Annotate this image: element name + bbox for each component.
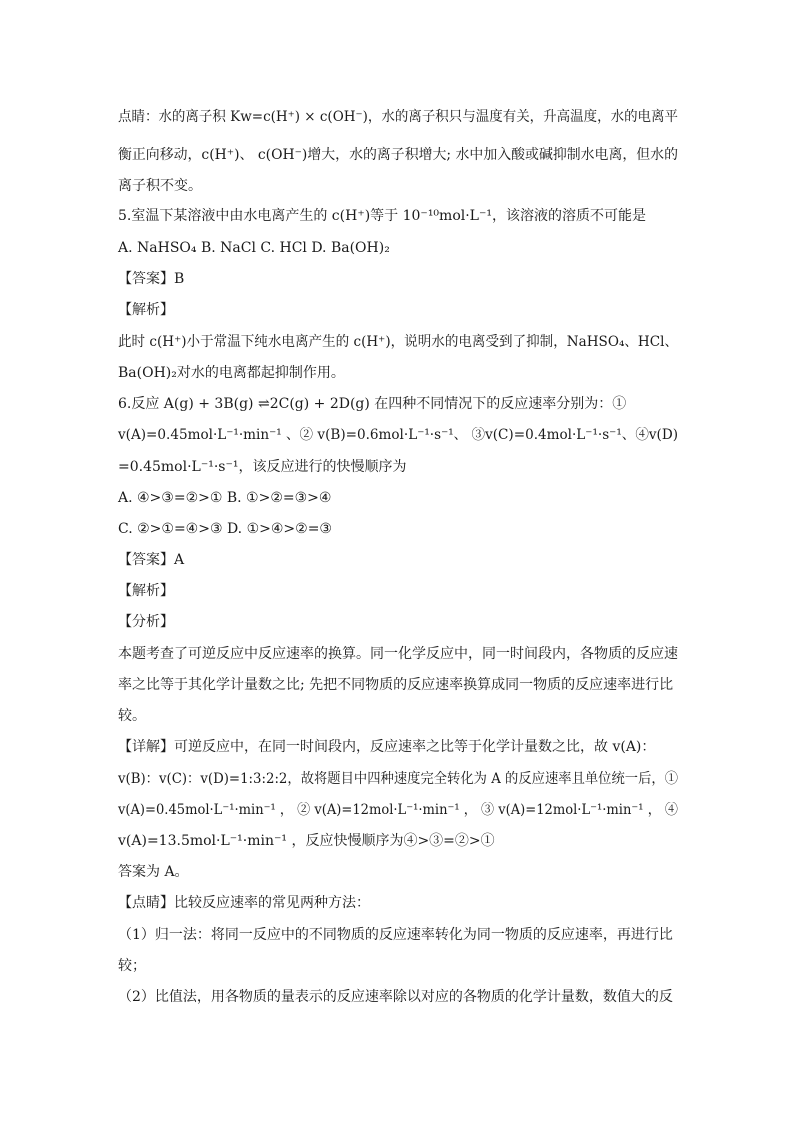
text-line-content: =0.45mol·L⁻¹·s⁻¹，该反应进行的快慢顺序为 bbox=[118, 459, 407, 475]
text-line bbox=[118, 926, 673, 944]
text-line-content: v(A)=13.5mol·L⁻¹·min⁻¹ ，反应快慢顺序为④>③=②>① bbox=[118, 833, 495, 849]
text-line bbox=[118, 207, 646, 225]
text-line bbox=[118, 707, 146, 725]
text-line-content: 此时 c(H⁺)小于常温下纯水电离产生的 c(H⁺)，说明水的电离受到了抑制，NaHSO₄、HCl、 bbox=[118, 334, 679, 350]
text-line-content: 本题考查了可逆反应中反应速率的换算。同一化学反应中，同一时间段内，各物质的反应速 bbox=[118, 646, 678, 662]
text-line bbox=[118, 333, 697, 351]
text-line bbox=[118, 738, 655, 756]
text-line bbox=[118, 645, 678, 663]
text-line-content: 点睛：水的离子积 Kw=c(H⁺) × c(OH⁻)，水的离子积只与温度有关，升高温度，水的电离平 bbox=[118, 109, 679, 125]
text-line bbox=[118, 676, 673, 694]
text-line bbox=[118, 801, 718, 819]
text-line-content: （1）归一法：将同一反应中的不同物质的反应速率转化为同一物质的反应速率，再进行比 bbox=[118, 927, 673, 943]
text-line bbox=[118, 108, 699, 126]
text-line-content: 答案为 A。 bbox=[118, 864, 189, 880]
text-line-content: v(A)=0.45mol·L⁻¹·min⁻¹ ， ② v(A)=12mol·L⁻¹·min⁻¹ ， ③ v(A)=12mol·L⁻¹·min⁻¹ ， ④ bbox=[118, 802, 678, 818]
text-line-content: A. NaHSO₄ B. NaCl C. HCl D. Ba(OH)₂ bbox=[118, 240, 390, 256]
text-line-content: 【解析】 bbox=[118, 302, 174, 318]
text-line bbox=[118, 988, 673, 1006]
text-line-content: 较。 bbox=[118, 708, 146, 724]
text-line bbox=[118, 894, 370, 912]
text-line-content: v(A)=0.45mol·L⁻¹·min⁻¹ 、② v(B)=0.6mol·L⁻¹·s⁻¹、 ③v(C)=0.4mol·L⁻¹·s⁻¹、④v(D) bbox=[118, 427, 678, 443]
text-line-content: 6.反应 A(g) + 3B(g) ⇌2C(g) + 2D(g) 在四种不同情况下的反应速率分别为：① bbox=[118, 396, 627, 412]
text-line bbox=[118, 520, 332, 538]
text-line bbox=[118, 301, 174, 319]
text-line bbox=[118, 458, 406, 476]
text-line-content: （2）比值法，用各物质的量表示的反应速率除以对应的各物质的化学计量数，数值大的反 bbox=[118, 989, 673, 1005]
text-line-content: 【分析】 bbox=[118, 614, 174, 630]
text-line-content: 衡正向移动，c(H⁺)、 c(OH⁻)增大，水的离子积增大; 水中加入酸或碱抑制水电离，但水的 bbox=[118, 147, 678, 163]
text-line bbox=[118, 395, 626, 413]
text-line bbox=[118, 863, 189, 881]
text-line bbox=[118, 582, 174, 600]
text-line-content: Ba(OH)₂对水的电离都起抑制作用。 bbox=[118, 365, 345, 381]
text-line-content: 【点睛】比较反应速率的常见两种方法： bbox=[118, 895, 370, 911]
text-line-content: 较； bbox=[118, 958, 146, 974]
text-line bbox=[118, 551, 184, 569]
text-line-content: 率之比等于其化学计量数之比; 先把不同物质的反应速率换算成同一物质的反应速率进行比 bbox=[118, 677, 674, 693]
text-line bbox=[118, 239, 390, 257]
text-line-content: 5.室温下某溶液中由水电离产生的 c(H⁺)等于 10⁻¹⁰mol·L⁻¹，该溶液的溶质不可能是 bbox=[118, 208, 646, 224]
text-line-content: 【答案】A bbox=[118, 552, 185, 568]
text-line bbox=[118, 364, 345, 382]
text-line-content: 【详解】可逆反应中，在同一时间段内，反应速率之比等于化学计量数之比，故 v(A)： bbox=[118, 739, 656, 755]
text-line bbox=[118, 270, 184, 288]
text-line-content: v(B)：v(C)：v(D)=1:3:2:2，故将题目中四种速度完全转化为 A 的反应速率且单位统一后，① bbox=[118, 771, 679, 787]
text-line bbox=[118, 832, 495, 850]
text-line-content: 【解析】 bbox=[118, 583, 174, 599]
text-line-content: C. ②>①=④>③ D. ①>④>②=③ bbox=[118, 521, 332, 537]
text-line-content: A. ④>③=②>① B. ①>②=③>④ bbox=[118, 490, 332, 506]
text-line bbox=[118, 613, 174, 631]
text-line-content: 离子积不变。 bbox=[118, 178, 202, 194]
text-line bbox=[118, 146, 682, 164]
text-line bbox=[118, 770, 707, 788]
text-line bbox=[118, 426, 696, 444]
text-line bbox=[118, 957, 146, 975]
text-line bbox=[118, 489, 331, 507]
text-line-content: 【答案】B bbox=[118, 271, 185, 287]
text-line bbox=[118, 177, 202, 195]
